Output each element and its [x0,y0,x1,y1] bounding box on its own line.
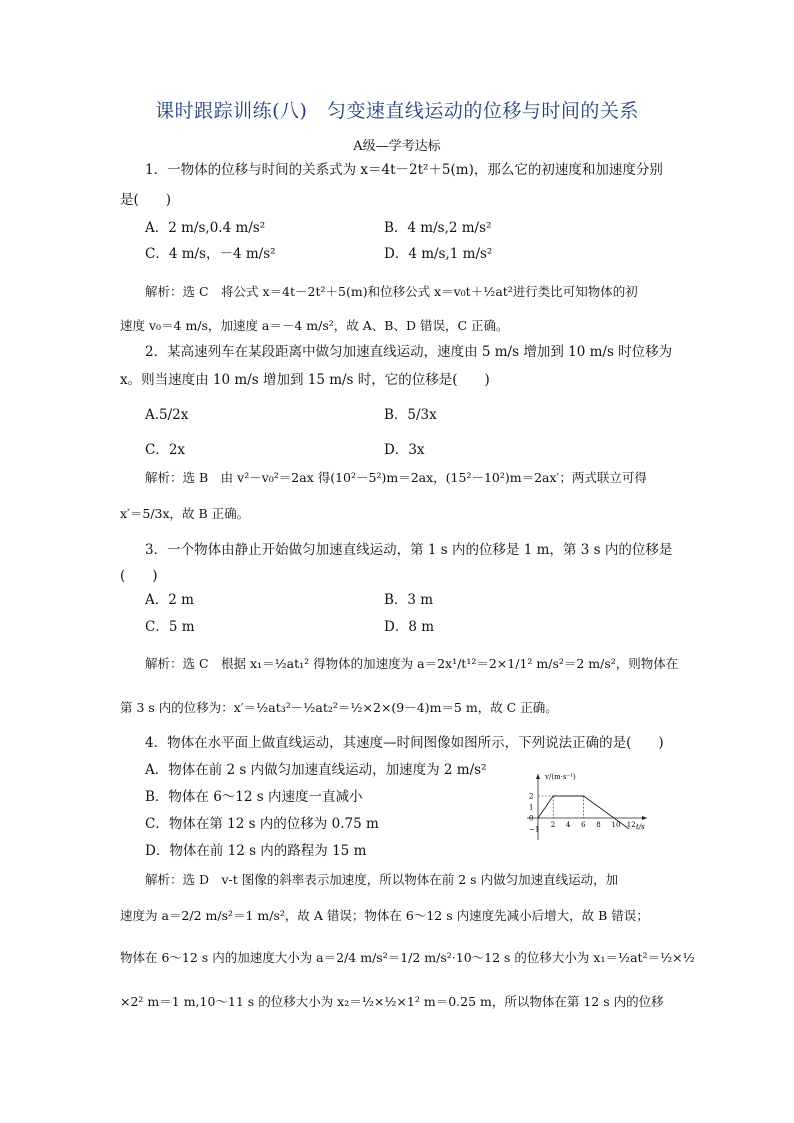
q4-analysis-line1: 解析：选 D v-t 图像的斜率表示加速度，所以物体在前 2 s 内做匀加速直线运动，加 [145,872,619,887]
q1-option-d: D．4 m/s,1 m/s² [384,246,493,262]
q4-stem-line1: 4．物体在水平面上做直线运动，其速度—时间图像如图所示，下列说法正确的是( ) [145,735,664,751]
q1-option-a: A．2 m/s,0.4 m/s² [145,220,266,236]
q1-stem-line1: 1．一物体的位移与时间的关系式为 x＝4t－2t²＋5(m)，那么它的初速度和加速度分别 [145,162,663,178]
v-axis-arrow [536,774,540,779]
q1-option-b: B．4 m/s,2 m/s² [384,220,492,236]
q1-analysis-line1: 解析：选 C 将公式 x＝4t－2t²＋5(m)和位移公式 x＝v₀t＋½at²进行类比可知物体的初 [145,284,638,299]
q1-option-c: C．4 m/s，－4 m/s² [145,246,276,262]
section-heading: A级—学考达标 [353,139,441,154]
t-axis-arrow [642,816,647,820]
velocity-time-graph [515,766,655,846]
y-tick-label: 2 [529,792,534,801]
q3-stem-line2: ( ) [120,568,158,584]
q3-stem-line1: 3．一个物体由静止开始做匀加速直线运动，第 1 s 内的位移是 1 m，第 3 s 内的位移是 [145,542,673,558]
q4-analysis-line3: 物体在 6～12 s 内的加速度大小为 a＝2/4 m/s²＝1/2 m/s²·10～12 s 的位移大小为 x₁＝½at²＝½×½ [120,950,695,965]
q2-option-b: B．5/3x [384,407,437,423]
x-tick-label: 10 [611,821,621,829]
y-tick-label: 0 [529,814,534,823]
q2-analysis-line1: 解析：选 B 由 v²－v₀²＝2ax 得(10²－5²)m＝2ax，(15²－10²)m＝2ax′；两式联立可得 [145,470,647,485]
q3-analysis-line1: 解析：选 C 根据 x₁＝½at₁² 得物体的加速度为 a＝2x¹/t¹²＝2×1/1² m/s²＝2 m/s²，则物体在 [145,656,679,671]
q3-option-b: B．3 m [384,592,434,608]
y-tick-label: −1 [529,825,540,834]
y-tick-label: 1 [529,803,534,812]
q4-analysis-line4: ×2² m＝1 m,10～11 s 的位移大小为 x₂＝½×½×1² m＝0.25 m，所以物体在第 12 s 内的位移 [120,994,664,1009]
x-tick-label: 6 [581,821,586,829]
q2-option-a: A.5/2x [145,407,189,423]
q2-stem-line2: x。则当速度由 10 m/s 增加到 15 m/s 时，它的位移是( ) [120,372,490,388]
q1-analysis-line2: 速度 v₀＝4 m/s，加速度 a＝－4 m/s²，故 A、B、D 错误，C 正确。 [120,318,509,333]
q2-option-d: D．3x [384,442,425,458]
q2-stem-line1: 2．某高速列车在某段距离中做匀加速直线运动，速度由 5 m/s 增加到 10 m/s 时位移为 [145,344,673,360]
q4-option-b: B．物体在 6～12 s 内速度一直减小 [145,789,363,805]
q4-analysis-line2: 速度为 a＝2/2 m/s²＝1 m/s²，故 A 错误；物体在 6～12 s 内速度先减小后增大，故 B 错误； [120,908,649,923]
x-tick-label: 2 [550,821,556,829]
q4-option-d: D．物体在前 12 s 内的路程为 15 m [145,843,367,859]
q3-analysis-line2: 第 3 s 内的位移为：x′＝½at₃²－½at₂²＝½×2×(9－4)m＝5 m，故 C 正确。 [120,700,558,715]
q4-option-a: A．物体在前 2 s 内做匀加速直线运动，加速度为 2 m/s² [145,762,487,778]
q3-option-c: C．5 m [145,619,195,635]
v-axis-label: v/(m·s⁻¹) [545,773,576,781]
t-axis-label: t/s [636,823,645,831]
q1-stem-line2: 是( ) [120,192,172,208]
q3-option-d: D．8 m [384,619,435,635]
x-tick-label: 8 [596,821,601,829]
page-title: 课时跟踪训练(八) 匀变速直线运动的位移与时间的关系 [155,100,639,122]
q4-option-c: C．物体在第 12 s 内的位移为 0.75 m [145,816,379,832]
q3-option-a: A．2 m [145,592,194,608]
q2-option-c: C．2x [145,442,186,458]
x-tick-label: 12 [626,821,636,829]
q2-analysis-line2: x′＝5/3x，故 B 正确。 [120,506,250,521]
x-tick-label: 4 [565,821,571,829]
